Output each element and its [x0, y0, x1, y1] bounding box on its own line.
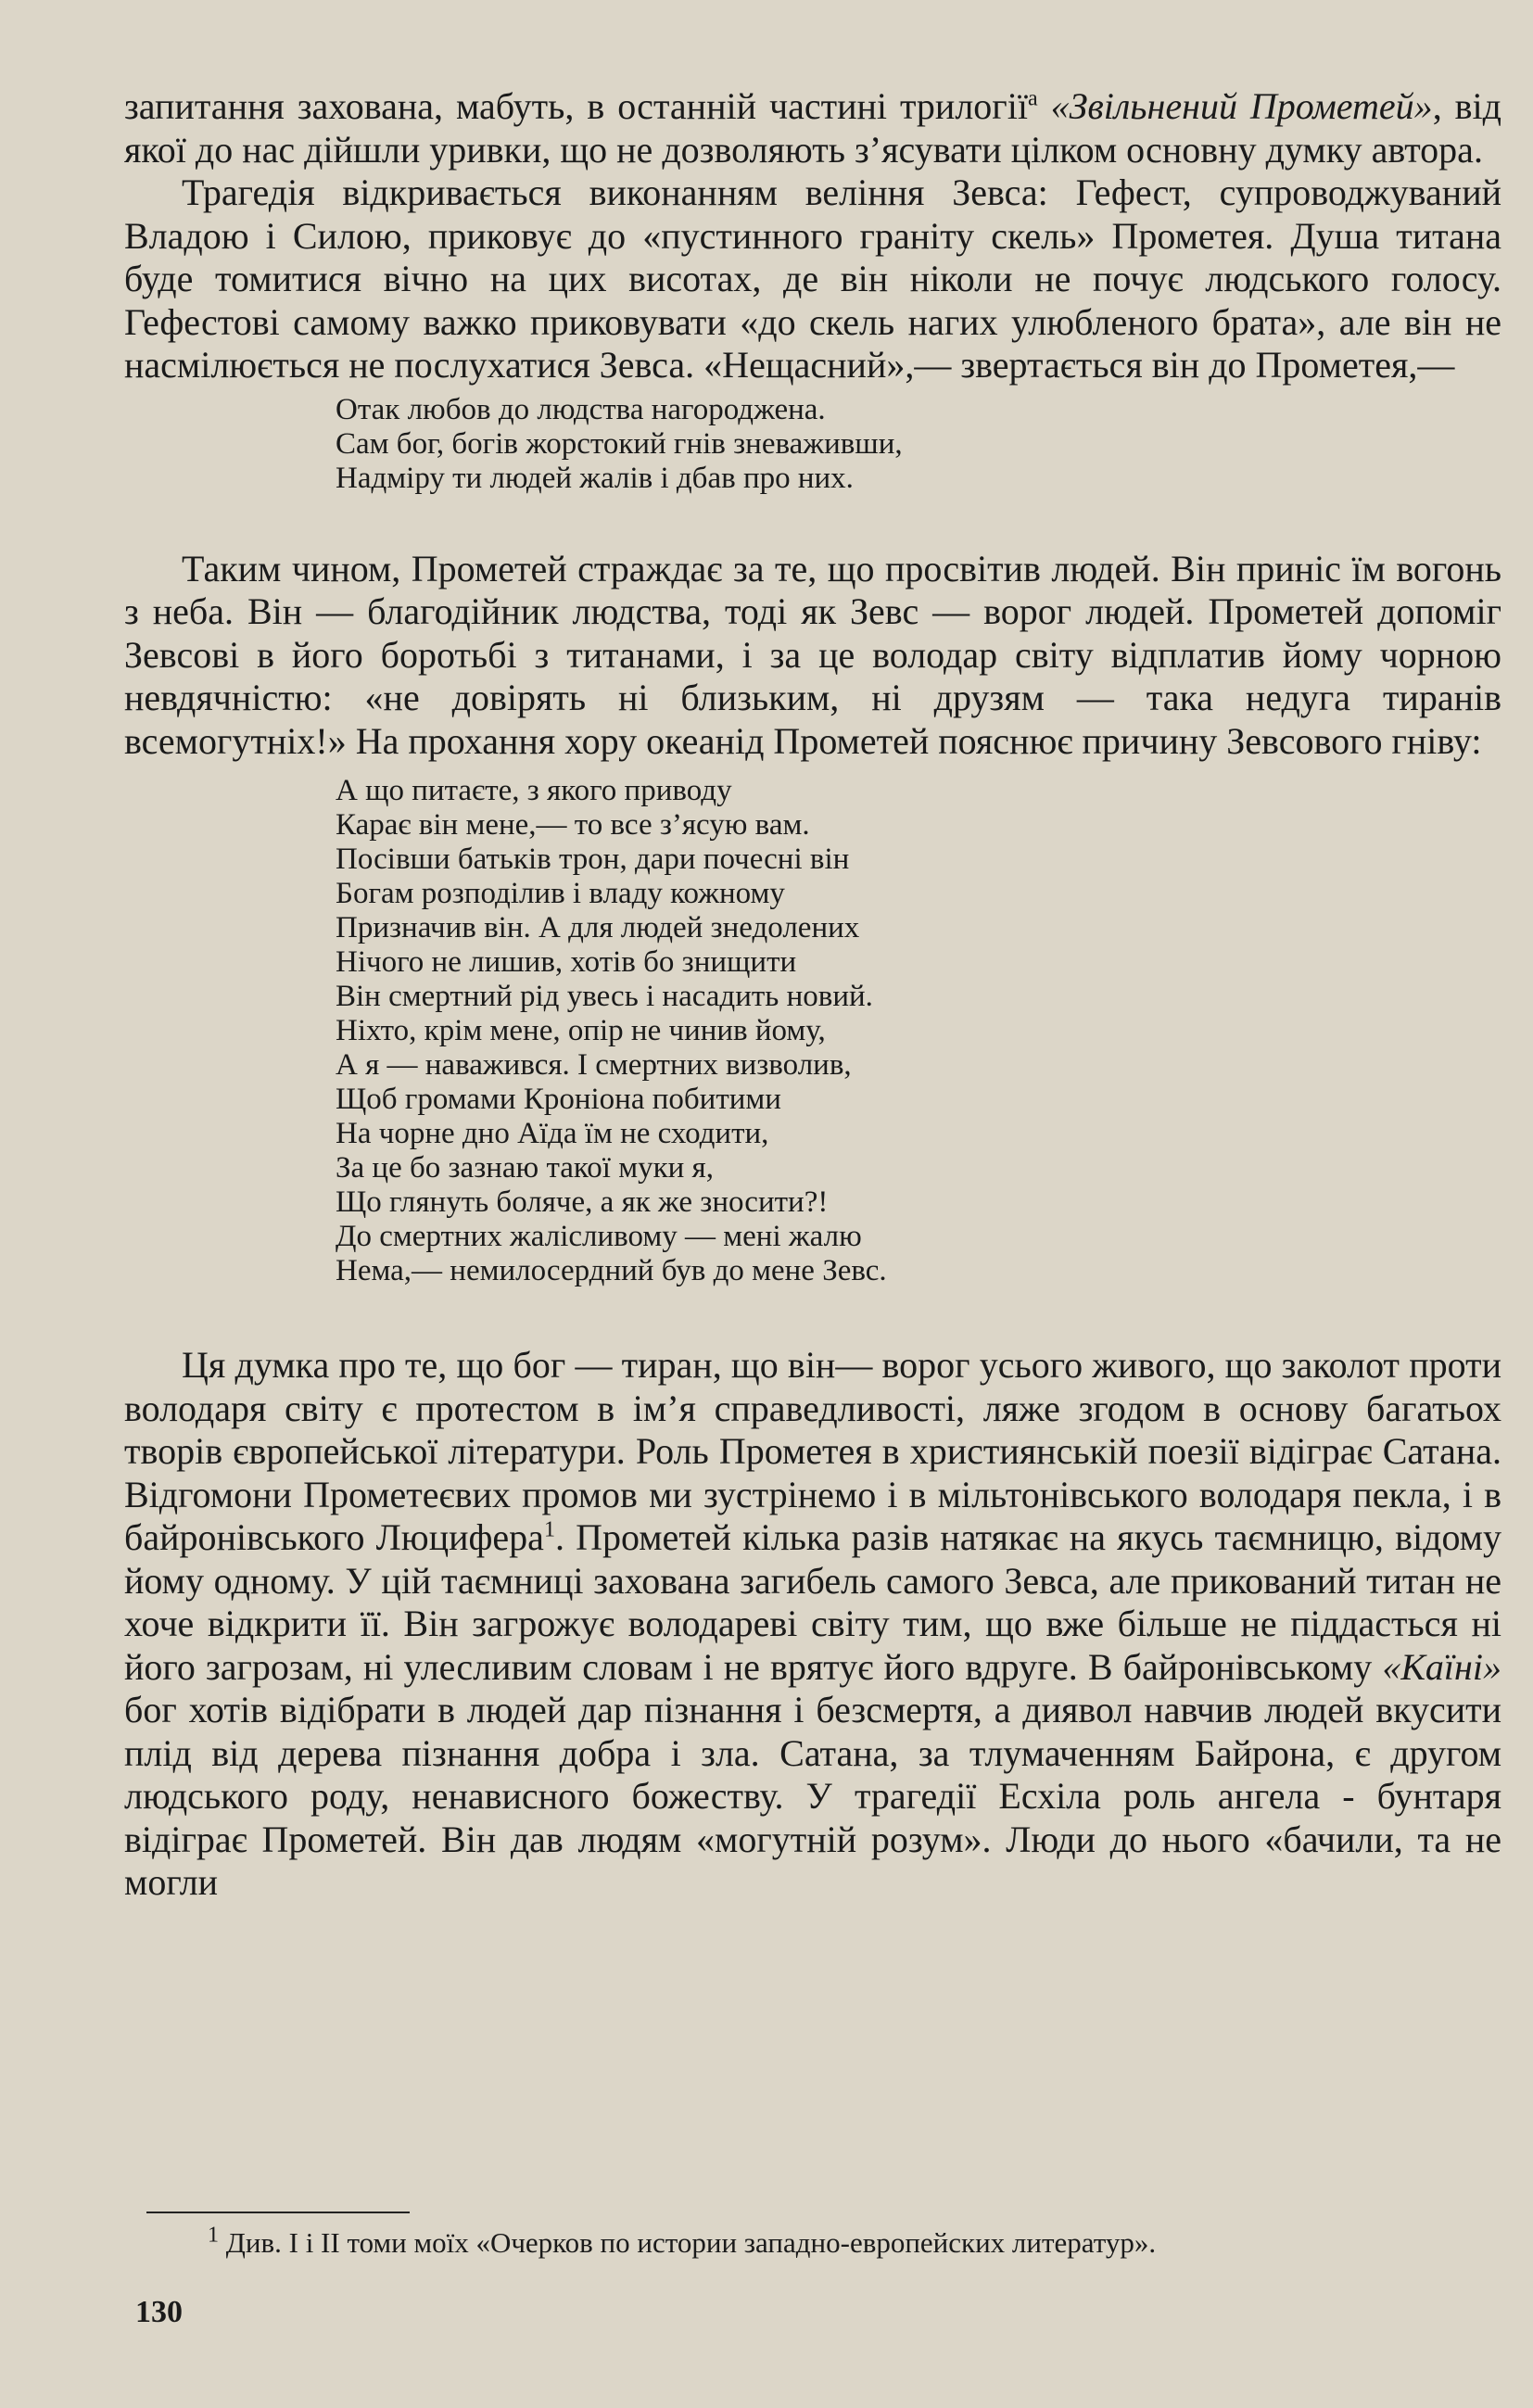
footnote-number: 1 [208, 2223, 219, 2248]
verse-line: Він смертний рід увесь і насадить новий. [336, 980, 873, 1013]
paragraph-text: бог хотів відібрати в людей дар пізнання і безсмертя, а диявол навчив людей вкусити плід від дерева пізнання добра і зла. Сатана, за тлумаченням Байрона, є другом людського роду, ненависного божеству. У трагедії Есхіла роль ангела - бунтаря відіграє Прометей. Він дав людям «могутній розум». Люди до нього «бачили, та не могли [124, 1689, 1501, 1903]
verse-line: Що глянуть боляче, а як же зносити?! [336, 1185, 829, 1219]
footnote-marker-a: а [1027, 86, 1038, 111]
verse-line: Надміру ти людей жалів і дбав про них. [336, 461, 854, 495]
verse-line: Щоб громами Кроніона побитими [336, 1083, 781, 1116]
work-title-italic: «Каїні» [1382, 1645, 1501, 1688]
verse-line: Ніхто, крім мене, опір не чинив йому, [336, 1014, 826, 1047]
verse-line: Нема,— немилосердний був до мене Зевс. [336, 1254, 887, 1287]
footnote-divider [146, 2212, 410, 2213]
footnote-text: Див. I і II томи моїх «Очерков по истории западно-европейских литератур». [225, 2226, 1157, 2259]
paragraph-text: запитання захована, мабуть, в останній частині трилогії [124, 85, 1028, 127]
paragraph-text: . Прометей кілька разів натякає на якусь таємницю, відому йому одному. У цій таємниці захована загибель самого Зевса, але прикований титан не хоче відкрити її. Він загрожує володареві світу тим, що вже більше не піддасться ні його загрозам, ні улесливим словам і не врятує його вдруге. В байронівському [124, 1516, 1501, 1688]
verse-line: Богам розподілив і владу кожному [336, 877, 785, 910]
paragraph-intro [124, 85, 1501, 171]
verse-line: За це бо зазнаю такої муки я, [336, 1151, 714, 1185]
verse-line: На чорне дно Аїда їм не сходити, [336, 1117, 769, 1150]
page-number: 130 [135, 2295, 183, 2329]
footnote [208, 2223, 1157, 2260]
verse-line: Посівши батьків трон, дари почесні він [336, 843, 850, 876]
verse-line: Нічого не лишив, хотів бо знищити [336, 945, 797, 979]
verse-line: А я — наважився. І смертних визволив, [336, 1048, 852, 1082]
verse-quote-prometheus [336, 774, 1501, 1288]
verse-line: А що питаєте, з якого приводу [336, 774, 732, 807]
verse-line: Карає він мене,— то все з’ясую вам. [336, 808, 810, 842]
paragraph-tyrant-god-idea [124, 1344, 1501, 1905]
paragraph-prometheus-suffering: Таким чином, Прометей страждає за те, що просвітив людей. Він приніс їм вогонь з неба. Він — благодійник людства, тоді як Зевс — ворог людей. Прометей допоміг Зевсові в його боротьбі з титанами, і за це володар світу відплатив йому чорною невдячністю: «не довірять ні близьким, ні друзям — така недуга тиранів всемогутніх!» На прохання хору океанід Прометей пояснює причину Зевсового гніву: [124, 547, 1501, 762]
verse-line: Призначив він. А для людей знедолених [336, 911, 860, 944]
footnote-marker-1: 1 [543, 1517, 555, 1542]
verse-line: До смертних жалісливому — мені жалю [336, 1220, 862, 1253]
verse-line: Сам бог, богів жорстокий гнів зневаживши, [336, 426, 903, 461]
verse-line: Отак любов до людства нагороджена. [336, 392, 826, 426]
work-title-italic: «Звільнений Прометей» [1050, 85, 1433, 127]
paragraph-text: , від якої до нас дійшли уривки, що не дозволяють з’ясувати цілком основну думку автора. [124, 85, 1502, 171]
verse-quote-hephaestus [336, 393, 1501, 496]
paragraph-text: Ця думка про те, що бог — тиран, що він— ворог усього живого, що заколот проти володаря світу є протестом в ім’я справедливості, ляже згодом в основу багатьох творів європейської літератури. Роль Прометея в християнській поезії відіграє Сатана. Відгомони Прометеєвих промов ми зустрінемо і в мільтонівського володаря пекла, і в байронівського Люцифера [124, 1344, 1501, 1558]
paragraph-tragedy-opening: Трагедія відкривається виконанням веління Зевса: Гефест, супроводжуваний Владою і Силою, приковує до «пустинного граніту скель» Прометея. Душа титана буде томитися вічно на цих висотах, де він ніколи не почує людського голосу. Гефестові самому важко приковувати «до скель нагих улюбленого брата», але він не насмілюється не послухатися Зевса. «Нещасний»,— звертається він до Прометея,— [124, 171, 1501, 386]
